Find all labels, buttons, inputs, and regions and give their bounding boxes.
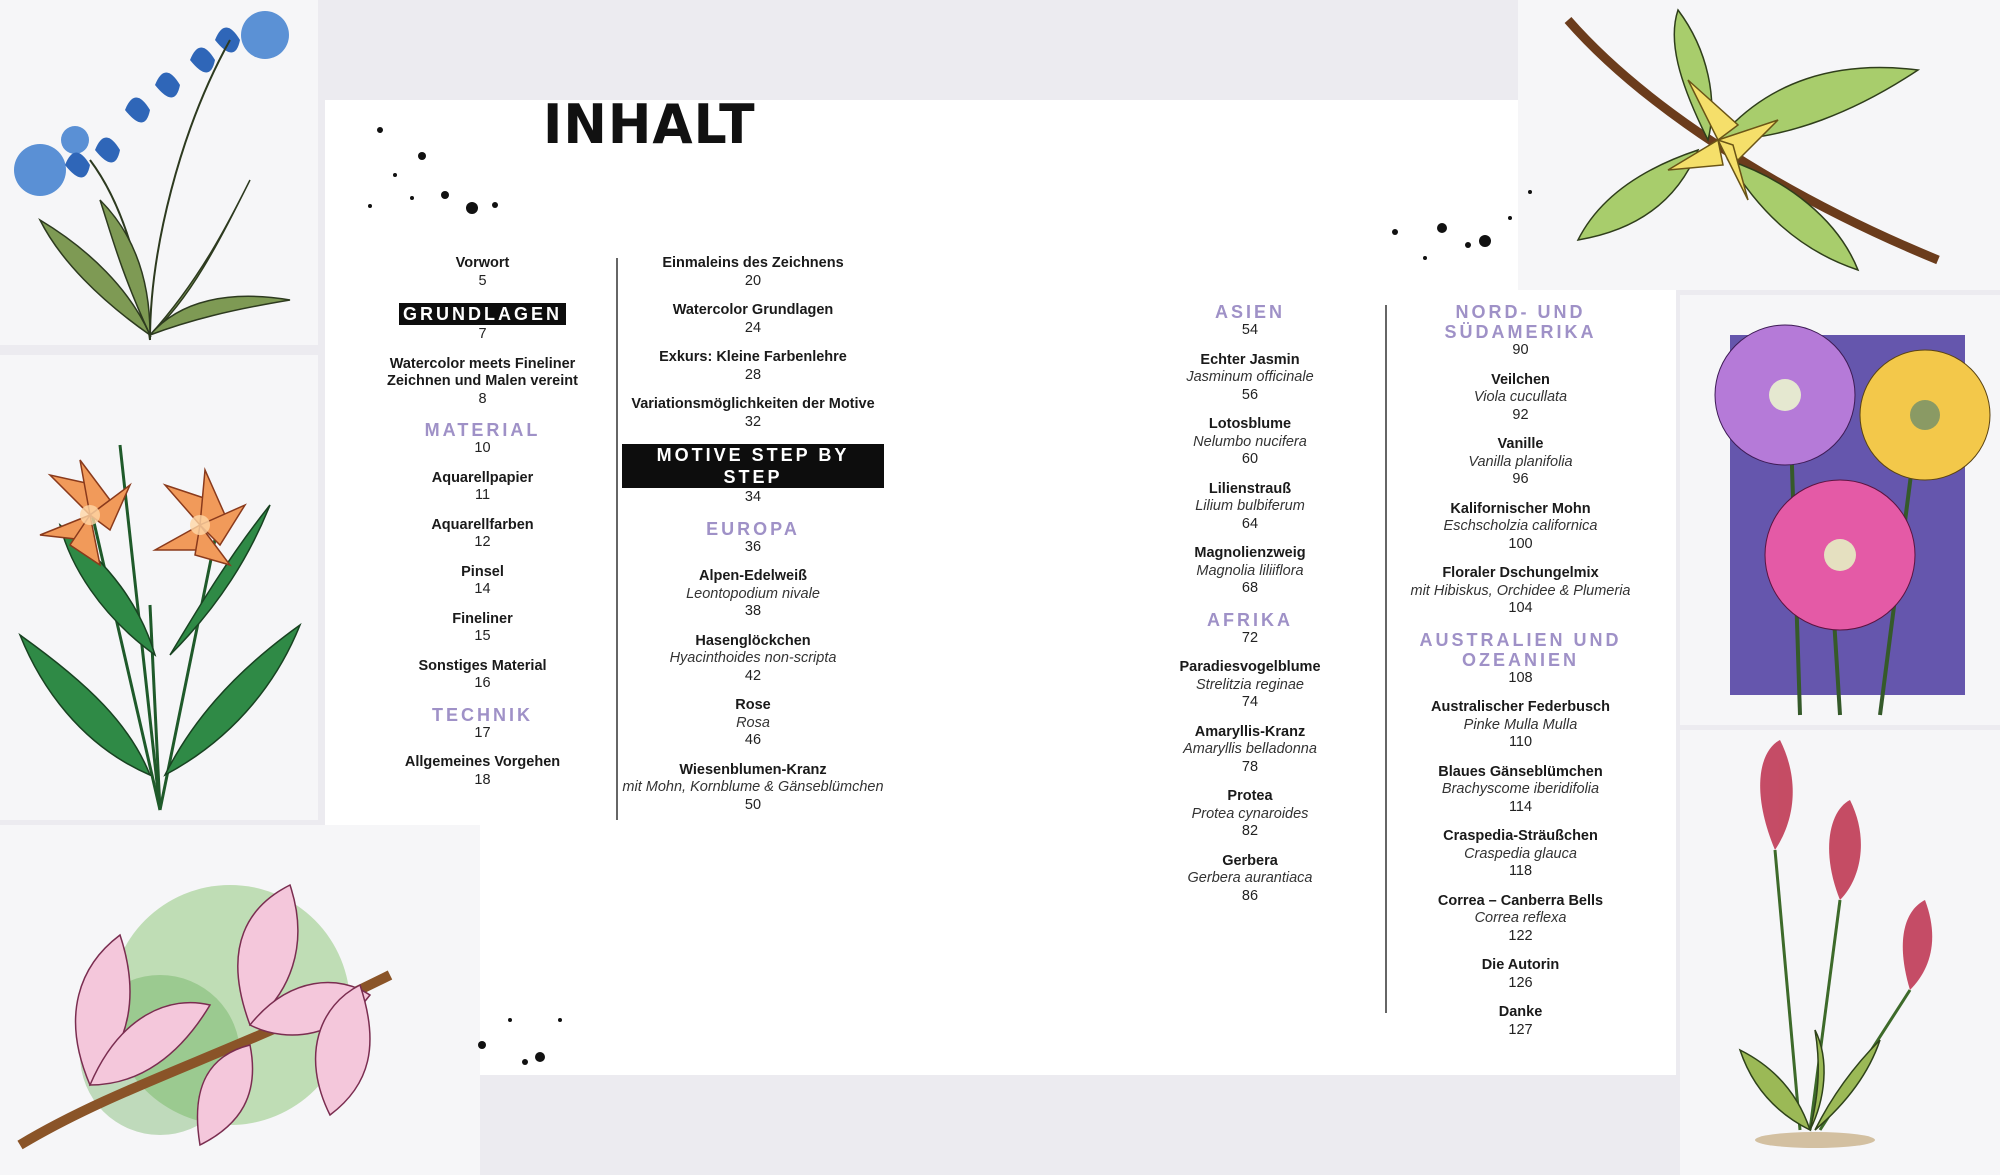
toc-entry-title: Danke bbox=[1498, 1004, 1543, 1020]
toc-entry bbox=[622, 633, 884, 686]
toc-entry-subtitle: mit Mohn, Kornblume & Gänseblümchen bbox=[622, 779, 884, 795]
toc-entry-subtitle: Lilium bulbiferum bbox=[1195, 498, 1305, 514]
toc-entry-title: Allgemeines Vorgehen bbox=[404, 754, 561, 770]
toc-entry-title: MATERIAL bbox=[424, 420, 541, 440]
toc-entry-title: Watercolor meets Fineliner Zeichnen und Malen vereint bbox=[387, 355, 578, 389]
toc-entry bbox=[622, 568, 884, 621]
toc-page-number: 34 bbox=[744, 489, 762, 505]
toc-entry-title bbox=[365, 302, 600, 326]
toc-entry-title: EUROPA bbox=[706, 518, 800, 539]
column-divider-right bbox=[1385, 305, 1387, 1013]
toc-entry-subtitle: Hyacinthoides non-scripta bbox=[669, 650, 837, 666]
bluebell-icon bbox=[0, 0, 318, 345]
gerbera-icon bbox=[1680, 295, 2000, 725]
toc-section-heading bbox=[1150, 610, 1350, 648]
toc-entry-subtitle: Brachyscome iberidifolia bbox=[1441, 781, 1600, 797]
toc-page-number: 8 bbox=[478, 390, 487, 407]
toc-entry-title: Fineliner bbox=[452, 610, 513, 627]
toc-section-heading bbox=[365, 705, 600, 743]
toc-entry-subtitle: Magnolia liliiflora bbox=[1196, 562, 1304, 579]
toc-entry-title: Echter Jasmin bbox=[1200, 351, 1300, 368]
toc-entry-title: Lotosblume bbox=[1208, 416, 1292, 432]
toc-section-heading bbox=[622, 519, 884, 557]
toc-entry-title bbox=[622, 443, 884, 489]
toc-entry bbox=[622, 396, 884, 431]
toc-page-number: 28 bbox=[744, 366, 762, 383]
toc-entry-subtitle: Craspedia glauca bbox=[1464, 845, 1577, 862]
toc-page-number: 7 bbox=[478, 326, 487, 342]
toc-entry-title: Lilienstrauß bbox=[1208, 480, 1292, 497]
toc-entry bbox=[1150, 659, 1350, 712]
toc-entry bbox=[1150, 788, 1350, 841]
toc-page-number: 82 bbox=[1241, 823, 1259, 839]
ink-dots-top-left bbox=[360, 120, 520, 220]
toc-page-number: 32 bbox=[744, 413, 762, 430]
toc-entry-subtitle: Nelumbo nucifera bbox=[1193, 433, 1307, 450]
toc-entry bbox=[1150, 853, 1350, 906]
toc-page-number: 86 bbox=[1241, 887, 1259, 904]
toc-entry-title: Vanille bbox=[1497, 436, 1544, 452]
toc-page-number: 46 bbox=[744, 732, 762, 748]
toc-page-number: 127 bbox=[1508, 1021, 1533, 1038]
toc-entry-title: Alpen-Edelweiß bbox=[699, 568, 807, 584]
toc-entry bbox=[1393, 699, 1648, 752]
toc-entry bbox=[365, 611, 600, 646]
toc-entry-subtitle: Pinke Mulla Mulla bbox=[1463, 716, 1578, 733]
toc-entry-title: Vorwort bbox=[455, 255, 510, 271]
toc-page-number: 38 bbox=[744, 603, 762, 619]
toc-entry bbox=[1393, 957, 1648, 992]
toc-entry-title: Veilchen bbox=[1491, 371, 1550, 388]
toc-entry bbox=[622, 302, 884, 337]
toc-entry-title: Pinsel bbox=[461, 563, 504, 580]
toc-entry-subtitle: Correa reflexa bbox=[1474, 910, 1567, 926]
toc-entry-title: Aquarellpapier bbox=[431, 469, 534, 486]
toc-entry-title: NORD- UND SÜDAMERIKA bbox=[1444, 302, 1597, 342]
ink-dots-bottom bbox=[470, 1000, 580, 1080]
toc-page-number: 92 bbox=[1512, 406, 1529, 423]
toc-entry-title: Protea bbox=[1227, 788, 1273, 804]
toc-column-3 bbox=[1150, 302, 1350, 917]
section-label: MOTIVE STEP BY STEP bbox=[622, 444, 884, 488]
magnolia-icon bbox=[0, 825, 480, 1175]
toc-entry bbox=[365, 564, 600, 599]
toc-entry-title: Hasenglöckchen bbox=[695, 632, 811, 649]
toc-entry bbox=[1150, 724, 1350, 777]
toc-page-number: 14 bbox=[474, 581, 491, 597]
toc-page-number: 12 bbox=[474, 534, 491, 550]
toc-entry-subtitle: Eschscholzia californica bbox=[1443, 518, 1598, 534]
toc-entry bbox=[622, 762, 884, 815]
toc-entry bbox=[1393, 372, 1648, 425]
toc-entry bbox=[365, 470, 600, 505]
toc-entry-title: Australischer Federbusch bbox=[1431, 699, 1610, 715]
toc-page-number: 16 bbox=[474, 675, 491, 691]
toc-entry bbox=[622, 255, 884, 290]
toc-entry-title: Variationsmöglichkeiten der Motive bbox=[631, 396, 875, 412]
toc-page-number: 100 bbox=[1508, 535, 1533, 552]
toc-entry bbox=[1393, 1004, 1648, 1039]
toc-entry bbox=[1150, 545, 1350, 598]
toc-section-heading bbox=[365, 302, 600, 344]
toc-page-number: 11 bbox=[474, 487, 491, 503]
toc-entry-title: Craspedia-Sträußchen bbox=[1443, 828, 1598, 844]
toc-entry bbox=[365, 255, 600, 290]
toc-entry-subtitle: Gerbera aurantiaca bbox=[1187, 870, 1313, 886]
toc-page-number: 114 bbox=[1508, 798, 1533, 815]
toc-page-number: 56 bbox=[1241, 386, 1259, 403]
toc-page-number: 18 bbox=[474, 771, 491, 788]
toc-entry-title: Blaues Gänseblümchen bbox=[1438, 763, 1603, 780]
toc-entry-title: Floraler Dschungelmix bbox=[1442, 565, 1599, 581]
toc-entry bbox=[622, 349, 884, 384]
toc-entry bbox=[365, 356, 600, 409]
page-title: INHALT bbox=[543, 93, 756, 157]
toc-page-number: 118 bbox=[1508, 863, 1533, 879]
toc-page-number: 126 bbox=[1508, 974, 1533, 991]
toc-entry-title: AUSTRALIEN UND OZEANIEN bbox=[1419, 629, 1622, 670]
toc-page-number: 90 bbox=[1512, 342, 1529, 358]
toc-entry-title: TECHNIK bbox=[432, 704, 533, 725]
mulla-mulla-icon bbox=[1680, 730, 2000, 1175]
toc-page-number: 74 bbox=[1241, 694, 1259, 710]
toc-page-number: 72 bbox=[1241, 629, 1259, 646]
toc-section-heading bbox=[622, 443, 884, 507]
column-divider-left bbox=[616, 258, 618, 820]
toc-column-1 bbox=[365, 255, 600, 801]
toc-entry bbox=[1150, 352, 1350, 405]
toc-page-number: 10 bbox=[474, 440, 491, 456]
toc-page-number: 122 bbox=[1508, 927, 1533, 944]
toc-entry bbox=[622, 697, 884, 750]
toc-page-number: 64 bbox=[1241, 515, 1259, 532]
toc-entry-subtitle: Rosa bbox=[736, 714, 770, 731]
vanilla-flower-icon bbox=[1518, 0, 2000, 290]
toc-page-number: 42 bbox=[744, 667, 762, 684]
toc-page-number: 54 bbox=[1241, 322, 1259, 338]
toc-entry-title: Correa – Canberra Bells bbox=[1437, 892, 1604, 909]
toc-section-heading bbox=[1393, 630, 1648, 688]
toc-entry-subtitle: Viola cucullata bbox=[1473, 389, 1568, 405]
toc-entry-title: AFRIKA bbox=[1207, 609, 1293, 630]
toc-entry-title: Gerbera bbox=[1222, 852, 1278, 869]
toc-page-number: 108 bbox=[1508, 669, 1533, 686]
toc-entry-title: ASIEN bbox=[1214, 302, 1285, 322]
toc-page-number: 78 bbox=[1241, 758, 1259, 775]
toc-entry bbox=[1393, 893, 1648, 946]
toc-entry bbox=[365, 658, 600, 693]
toc-entry-title: Rose bbox=[735, 697, 771, 713]
toc-page-number: 60 bbox=[1241, 451, 1259, 467]
toc-entry bbox=[1150, 416, 1350, 469]
toc-entry-title: Amaryllis-Kranz bbox=[1194, 723, 1306, 740]
toc-entry bbox=[1393, 828, 1648, 881]
section-label: GRUNDLAGEN bbox=[399, 303, 566, 325]
toc-entry-title: Wiesenblumen-Kranz bbox=[679, 761, 827, 778]
toc-entry bbox=[1393, 764, 1648, 817]
toc-entry bbox=[1393, 436, 1648, 489]
toc-column-2 bbox=[622, 255, 884, 826]
toc-entry-subtitle: Amaryllis belladonna bbox=[1183, 741, 1317, 757]
toc-entry-subtitle: Leontopodium nivale bbox=[686, 585, 820, 602]
toc-entry-title: Die Autorin bbox=[1481, 957, 1560, 973]
toc-section-heading bbox=[365, 420, 600, 458]
toc-column-4 bbox=[1393, 302, 1648, 1051]
toc-entry-title: Exkurs: Kleine Farbenlehre bbox=[659, 349, 847, 365]
toc-page-number: 50 bbox=[744, 796, 762, 813]
toc-page-number: 110 bbox=[1508, 734, 1533, 750]
lily-bouquet-icon bbox=[0, 355, 318, 820]
toc-page-number: 17 bbox=[474, 724, 491, 741]
toc-entry-subtitle: Vanilla planifolia bbox=[1468, 453, 1573, 470]
toc-page-number: 96 bbox=[1512, 471, 1529, 487]
toc-page-number: 5 bbox=[478, 272, 487, 289]
toc-entry bbox=[1393, 565, 1648, 618]
toc-entry-subtitle: Jasminum officinale bbox=[1186, 369, 1314, 385]
toc-entry-title: Sonstiges Material bbox=[418, 657, 547, 674]
toc-entry-title: Aquarellfarben bbox=[431, 516, 534, 533]
toc-entry-title: Paradiesvogelblume bbox=[1179, 659, 1321, 675]
toc-page-number: 68 bbox=[1241, 580, 1259, 596]
toc-page-number: 36 bbox=[744, 538, 762, 555]
toc-entry bbox=[1150, 481, 1350, 534]
toc-entry-title: Magnolienzweig bbox=[1194, 545, 1306, 561]
toc-page-number: 15 bbox=[474, 628, 491, 644]
toc-section-heading bbox=[1150, 302, 1350, 340]
toc-entry-title: Kalifornischer Mohn bbox=[1450, 500, 1591, 517]
toc-entry bbox=[365, 754, 600, 789]
toc-entry bbox=[365, 517, 600, 552]
toc-entry-title: Watercolor Grundlagen bbox=[672, 302, 834, 318]
ink-dots-top-right bbox=[1380, 180, 1540, 270]
toc-entry-subtitle: mit Hibiskus, Orchidee & Plumeria bbox=[1410, 582, 1631, 599]
toc-entry bbox=[1393, 501, 1648, 554]
toc-section-heading bbox=[1393, 302, 1648, 360]
toc-page-number: 104 bbox=[1508, 600, 1533, 616]
toc-page-number: 20 bbox=[744, 272, 762, 289]
toc-entry-title: Einmaleins des Zeichnens bbox=[662, 255, 844, 271]
toc-entry-subtitle: Protea cynaroides bbox=[1191, 805, 1309, 822]
toc-page-number: 24 bbox=[744, 319, 762, 336]
toc-entry-subtitle: Strelitzia reginae bbox=[1196, 676, 1304, 693]
